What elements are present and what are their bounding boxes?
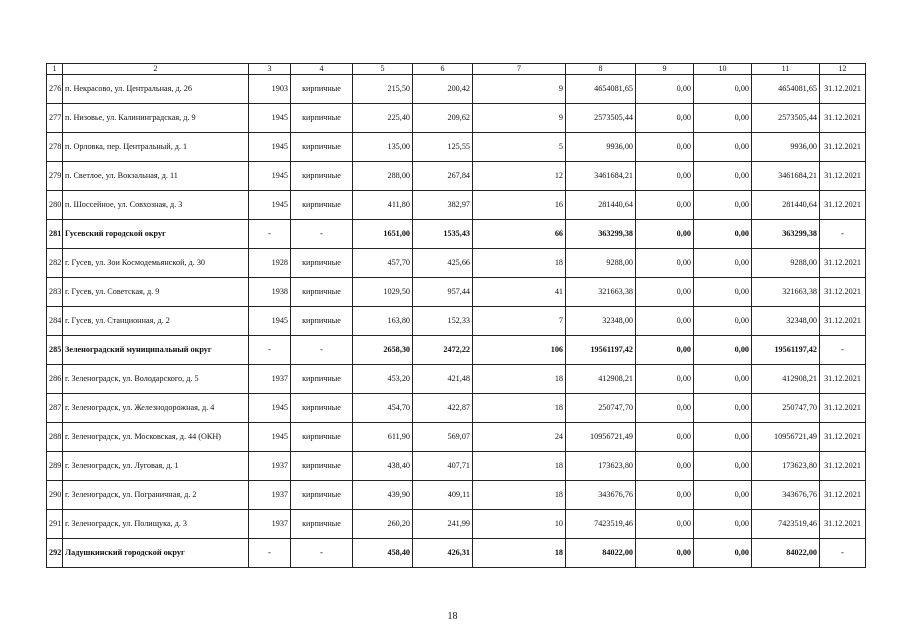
deadline-date-cell: 31.12.2021 <box>820 249 866 278</box>
deadline-date-cell: 31.12.2021 <box>820 162 866 191</box>
residents-count-cell: 12 <box>473 162 566 191</box>
total-cost-cell: 7423519,46 <box>566 510 636 539</box>
residents-count-cell: 16 <box>473 191 566 220</box>
cost-cell-col9: 0,00 <box>636 133 694 162</box>
cost-cell-col10: 0,00 <box>694 336 752 365</box>
cost-cell-col9: 0,00 <box>636 452 694 481</box>
cost-cell-col9: 0,00 <box>636 191 694 220</box>
cost-cell-col9: 0,00 <box>636 162 694 191</box>
deadline-date-cell: 31.12.2021 <box>820 394 866 423</box>
table-row <box>47 510 866 539</box>
cost-cell-col11: 412908,21 <box>752 365 820 394</box>
year-cell: 1945 <box>249 394 291 423</box>
total-cost-cell: 173623,80 <box>566 452 636 481</box>
address-cell: г. Гусев, ул. Советская, д. 9 <box>63 278 249 307</box>
address-cell: Ладушкинский городской округ <box>63 539 249 568</box>
table-row <box>47 278 866 307</box>
total-cost-cell: 3461684,21 <box>566 162 636 191</box>
living-area-cell: 426,31 <box>413 539 473 568</box>
district-total-row <box>47 336 866 365</box>
residents-count-cell: 9 <box>473 75 566 104</box>
cost-cell-col11: 2573505,44 <box>752 104 820 133</box>
deadline-date-cell: 31.12.2021 <box>820 452 866 481</box>
total-area-cell: 454,70 <box>353 394 413 423</box>
total-cost-cell: 2573505,44 <box>566 104 636 133</box>
cost-cell-col10: 0,00 <box>694 249 752 278</box>
address-cell: Зеленоградский муниципальный округ <box>63 336 249 365</box>
cost-cell-col10: 0,00 <box>694 104 752 133</box>
row-number: 277 <box>47 104 63 133</box>
address-cell: п. Низовье, ул. Калининградская, д. 9 <box>63 104 249 133</box>
wall-material-cell: кирпичные <box>291 307 353 336</box>
column-number: 4 <box>291 64 353 75</box>
deadline-date-cell: - <box>820 336 866 365</box>
wall-material-cell: кирпичные <box>291 452 353 481</box>
address-cell: г. Зеленоградск, ул. Московская, д. 44 (ОКН) <box>63 423 249 452</box>
wall-material-cell: кирпичные <box>291 75 353 104</box>
deadline-date-cell: 31.12.2021 <box>820 481 866 510</box>
year-cell: - <box>249 539 291 568</box>
cost-cell-col10: 0,00 <box>694 452 752 481</box>
address-cell: п. Светлое, ул. Вокзальная, д. 11 <box>63 162 249 191</box>
total-area-cell: 457,70 <box>353 249 413 278</box>
cost-cell-col9: 0,00 <box>636 307 694 336</box>
residents-count-cell: 9 <box>473 104 566 133</box>
cost-cell-col10: 0,00 <box>694 307 752 336</box>
row-number: 287 <box>47 394 63 423</box>
table-row <box>47 452 866 481</box>
table-row <box>47 365 866 394</box>
address-cell: г. Зеленоградск, ул. Полищука, д. 3 <box>63 510 249 539</box>
table-row <box>47 249 866 278</box>
residents-count-cell: 18 <box>473 249 566 278</box>
residents-count-cell: 5 <box>473 133 566 162</box>
total-area-cell: 438,40 <box>353 452 413 481</box>
year-cell: 1945 <box>249 133 291 162</box>
deadline-date-cell: 31.12.2021 <box>820 510 866 539</box>
table-row <box>47 133 866 162</box>
cost-cell-col11: 84022,00 <box>752 539 820 568</box>
year-cell: 1945 <box>249 162 291 191</box>
total-cost-cell: 250747,70 <box>566 394 636 423</box>
living-area-cell: 125,55 <box>413 133 473 162</box>
wall-material-cell: - <box>291 220 353 249</box>
living-area-cell: 425,66 <box>413 249 473 278</box>
cost-cell-col9: 0,00 <box>636 75 694 104</box>
total-cost-cell: 19561197,42 <box>566 336 636 365</box>
cost-cell-col11: 9936,00 <box>752 133 820 162</box>
total-cost-cell: 32348,00 <box>566 307 636 336</box>
address-cell: г. Зеленоградск, ул. Пограничная, д. 2 <box>63 481 249 510</box>
column-number: 5 <box>353 64 413 75</box>
residents-count-cell: 18 <box>473 365 566 394</box>
living-area-cell: 152,33 <box>413 307 473 336</box>
column-number: 7 <box>473 64 566 75</box>
deadline-date-cell: - <box>820 539 866 568</box>
cost-cell-col9: 0,00 <box>636 423 694 452</box>
row-number: 291 <box>47 510 63 539</box>
cost-cell-col9: 0,00 <box>636 104 694 133</box>
residents-count-cell: 10 <box>473 510 566 539</box>
district-total-row <box>47 539 866 568</box>
deadline-date-cell: 31.12.2021 <box>820 104 866 133</box>
year-cell: 1937 <box>249 365 291 394</box>
table-row <box>47 394 866 423</box>
wall-material-cell: - <box>291 336 353 365</box>
row-number: 280 <box>47 191 63 220</box>
row-number: 288 <box>47 423 63 452</box>
cost-cell-col11: 9288,00 <box>752 249 820 278</box>
year-cell: 1937 <box>249 510 291 539</box>
cost-cell-col10: 0,00 <box>694 539 752 568</box>
row-number: 284 <box>47 307 63 336</box>
residents-count-cell: 24 <box>473 423 566 452</box>
cost-cell-col11: 343676,76 <box>752 481 820 510</box>
total-area-cell: 1029,50 <box>353 278 413 307</box>
deadline-date-cell: 31.12.2021 <box>820 191 866 220</box>
cost-cell-col10: 0,00 <box>694 133 752 162</box>
table-row <box>47 423 866 452</box>
address-cell: п. Орловка, пер. Центральный, д. 1 <box>63 133 249 162</box>
deadline-date-cell: 31.12.2021 <box>820 133 866 162</box>
wall-material-cell: кирпичные <box>291 133 353 162</box>
total-cost-cell: 9288,00 <box>566 249 636 278</box>
table-row <box>47 307 866 336</box>
table-row <box>47 162 866 191</box>
total-area-cell: 135,00 <box>353 133 413 162</box>
total-cost-cell: 9936,00 <box>566 133 636 162</box>
cost-cell-col9: 0,00 <box>636 539 694 568</box>
address-cell: г. Зеленоградск, ул. Луговая, д. 1 <box>63 452 249 481</box>
cost-cell-col9: 0,00 <box>636 249 694 278</box>
total-cost-cell: 321663,38 <box>566 278 636 307</box>
address-cell: г. Гусев, ул. Зои Космодемьянской, д. 30 <box>63 249 249 278</box>
table-row <box>47 191 866 220</box>
total-area-cell: 1651,00 <box>353 220 413 249</box>
cost-cell-col11: 19561197,42 <box>752 336 820 365</box>
row-number: 286 <box>47 365 63 394</box>
total-cost-cell: 281440,64 <box>566 191 636 220</box>
column-number: 10 <box>694 64 752 75</box>
wall-material-cell: кирпичные <box>291 249 353 278</box>
cost-cell-col10: 0,00 <box>694 191 752 220</box>
column-number: 1 <box>47 64 63 75</box>
wall-material-cell: кирпичные <box>291 278 353 307</box>
total-area-cell: 260,20 <box>353 510 413 539</box>
total-cost-cell: 363299,38 <box>566 220 636 249</box>
cost-cell-col10: 0,00 <box>694 394 752 423</box>
wall-material-cell: кирпичные <box>291 191 353 220</box>
cost-cell-col11: 3461684,21 <box>752 162 820 191</box>
column-number: 6 <box>413 64 473 75</box>
total-cost-cell: 4654081,65 <box>566 75 636 104</box>
living-area-cell: 241,99 <box>413 510 473 539</box>
column-number: 2 <box>63 64 249 75</box>
row-number: 282 <box>47 249 63 278</box>
cost-cell-col9: 0,00 <box>636 220 694 249</box>
row-number: 283 <box>47 278 63 307</box>
district-total-row <box>47 220 866 249</box>
cost-cell-col10: 0,00 <box>694 510 752 539</box>
row-number: 292 <box>47 539 63 568</box>
total-area-cell: 2658,30 <box>353 336 413 365</box>
deadline-date-cell: 31.12.2021 <box>820 307 866 336</box>
cost-cell-col9: 0,00 <box>636 365 694 394</box>
living-area-cell: 382,97 <box>413 191 473 220</box>
year-cell: 1937 <box>249 481 291 510</box>
living-area-cell: 407,71 <box>413 452 473 481</box>
residents-count-cell: 41 <box>473 278 566 307</box>
column-number: 12 <box>820 64 866 75</box>
cost-cell-col11: 173623,80 <box>752 452 820 481</box>
cost-cell-col9: 0,00 <box>636 336 694 365</box>
total-area-cell: 611,90 <box>353 423 413 452</box>
deadline-date-cell: 31.12.2021 <box>820 75 866 104</box>
residents-count-cell: 18 <box>473 539 566 568</box>
cost-cell-col9: 0,00 <box>636 481 694 510</box>
residents-count-cell: 106 <box>473 336 566 365</box>
cost-cell-col10: 0,00 <box>694 278 752 307</box>
address-cell: п. Некрасово, ул. Центральная, д. 26 <box>63 75 249 104</box>
cost-cell-col10: 0,00 <box>694 365 752 394</box>
cost-cell-col11: 10956721,49 <box>752 423 820 452</box>
total-cost-cell: 343676,76 <box>566 481 636 510</box>
wall-material-cell: - <box>291 539 353 568</box>
living-area-cell: 1535,43 <box>413 220 473 249</box>
year-cell: - <box>249 336 291 365</box>
total-cost-cell: 84022,00 <box>566 539 636 568</box>
living-area-cell: 2472,22 <box>413 336 473 365</box>
row-number: 285 <box>47 336 63 365</box>
deadline-date-cell: 31.12.2021 <box>820 278 866 307</box>
wall-material-cell: кирпичные <box>291 162 353 191</box>
year-cell: 1945 <box>249 307 291 336</box>
year-cell: 1928 <box>249 249 291 278</box>
total-area-cell: 458,40 <box>353 539 413 568</box>
cost-cell-col10: 0,00 <box>694 481 752 510</box>
year-cell: - <box>249 220 291 249</box>
cost-cell-col11: 281440,64 <box>752 191 820 220</box>
cost-cell-col9: 0,00 <box>636 510 694 539</box>
living-area-cell: 421,48 <box>413 365 473 394</box>
wall-material-cell: кирпичные <box>291 394 353 423</box>
residents-count-cell: 18 <box>473 394 566 423</box>
address-cell: Гусевский городской округ <box>63 220 249 249</box>
total-area-cell: 215,50 <box>353 75 413 104</box>
column-number: 11 <box>752 64 820 75</box>
year-cell: 1945 <box>249 423 291 452</box>
column-number: 8 <box>566 64 636 75</box>
total-area-cell: 439,90 <box>353 481 413 510</box>
address-cell: г. Гусев, ул. Станционная, д. 2 <box>63 307 249 336</box>
cost-cell-col11: 7423519,46 <box>752 510 820 539</box>
row-number: 278 <box>47 133 63 162</box>
address-cell: п. Шоссейное, ул. Совхозная, д. 3 <box>63 191 249 220</box>
row-number: 290 <box>47 481 63 510</box>
cost-cell-col11: 321663,38 <box>752 278 820 307</box>
cost-cell-col9: 0,00 <box>636 278 694 307</box>
living-area-cell: 569,07 <box>413 423 473 452</box>
residents-count-cell: 7 <box>473 307 566 336</box>
wall-material-cell: кирпичные <box>291 423 353 452</box>
address-cell: г. Зеленоградск, ул. Железнодорожная, д. 4 <box>63 394 249 423</box>
living-area-cell: 957,44 <box>413 278 473 307</box>
total-area-cell: 288,00 <box>353 162 413 191</box>
year-cell: 1945 <box>249 191 291 220</box>
table-row <box>47 481 866 510</box>
table-body <box>47 64 866 568</box>
year-cell: 1945 <box>249 104 291 133</box>
cost-cell-col9: 0,00 <box>636 394 694 423</box>
row-number: 281 <box>47 220 63 249</box>
row-number: 289 <box>47 452 63 481</box>
row-number: 279 <box>47 162 63 191</box>
living-area-cell: 409,11 <box>413 481 473 510</box>
living-area-cell: 200,42 <box>413 75 473 104</box>
column-number: 9 <box>636 64 694 75</box>
total-cost-cell: 412908,21 <box>566 365 636 394</box>
living-area-cell: 267,84 <box>413 162 473 191</box>
total-cost-cell: 10956721,49 <box>566 423 636 452</box>
living-area-cell: 422,87 <box>413 394 473 423</box>
column-number-header-row <box>47 64 866 75</box>
wall-material-cell: кирпичные <box>291 510 353 539</box>
cost-cell-col11: 4654081,65 <box>752 75 820 104</box>
wall-material-cell: кирпичные <box>291 365 353 394</box>
cost-cell-col11: 32348,00 <box>752 307 820 336</box>
page-number: 18 <box>447 611 458 622</box>
address-cell: г. Зеленоградск, ул. Володарского, д. 5 <box>63 365 249 394</box>
total-area-cell: 411,80 <box>353 191 413 220</box>
year-cell: 1938 <box>249 278 291 307</box>
residents-count-cell: 66 <box>473 220 566 249</box>
cost-cell-col10: 0,00 <box>694 162 752 191</box>
cost-cell-col11: 250747,70 <box>752 394 820 423</box>
housing-table <box>46 63 866 568</box>
residents-count-cell: 18 <box>473 481 566 510</box>
wall-material-cell: кирпичные <box>291 104 353 133</box>
table-row <box>47 75 866 104</box>
deadline-date-cell: - <box>820 220 866 249</box>
deadline-date-cell: 31.12.2021 <box>820 423 866 452</box>
total-area-cell: 453,20 <box>353 365 413 394</box>
total-area-cell: 225,40 <box>353 104 413 133</box>
row-number: 276 <box>47 75 63 104</box>
total-area-cell: 163,80 <box>353 307 413 336</box>
deadline-date-cell: 31.12.2021 <box>820 365 866 394</box>
residents-count-cell: 18 <box>473 452 566 481</box>
column-number: 3 <box>249 64 291 75</box>
cost-cell-col10: 0,00 <box>694 75 752 104</box>
cost-cell-col10: 0,00 <box>694 220 752 249</box>
year-cell: 1937 <box>249 452 291 481</box>
table-row <box>47 104 866 133</box>
wall-material-cell: кирпичные <box>291 481 353 510</box>
cost-cell-col10: 0,00 <box>694 423 752 452</box>
living-area-cell: 209,62 <box>413 104 473 133</box>
year-cell: 1903 <box>249 75 291 104</box>
cost-cell-col11: 363299,38 <box>752 220 820 249</box>
